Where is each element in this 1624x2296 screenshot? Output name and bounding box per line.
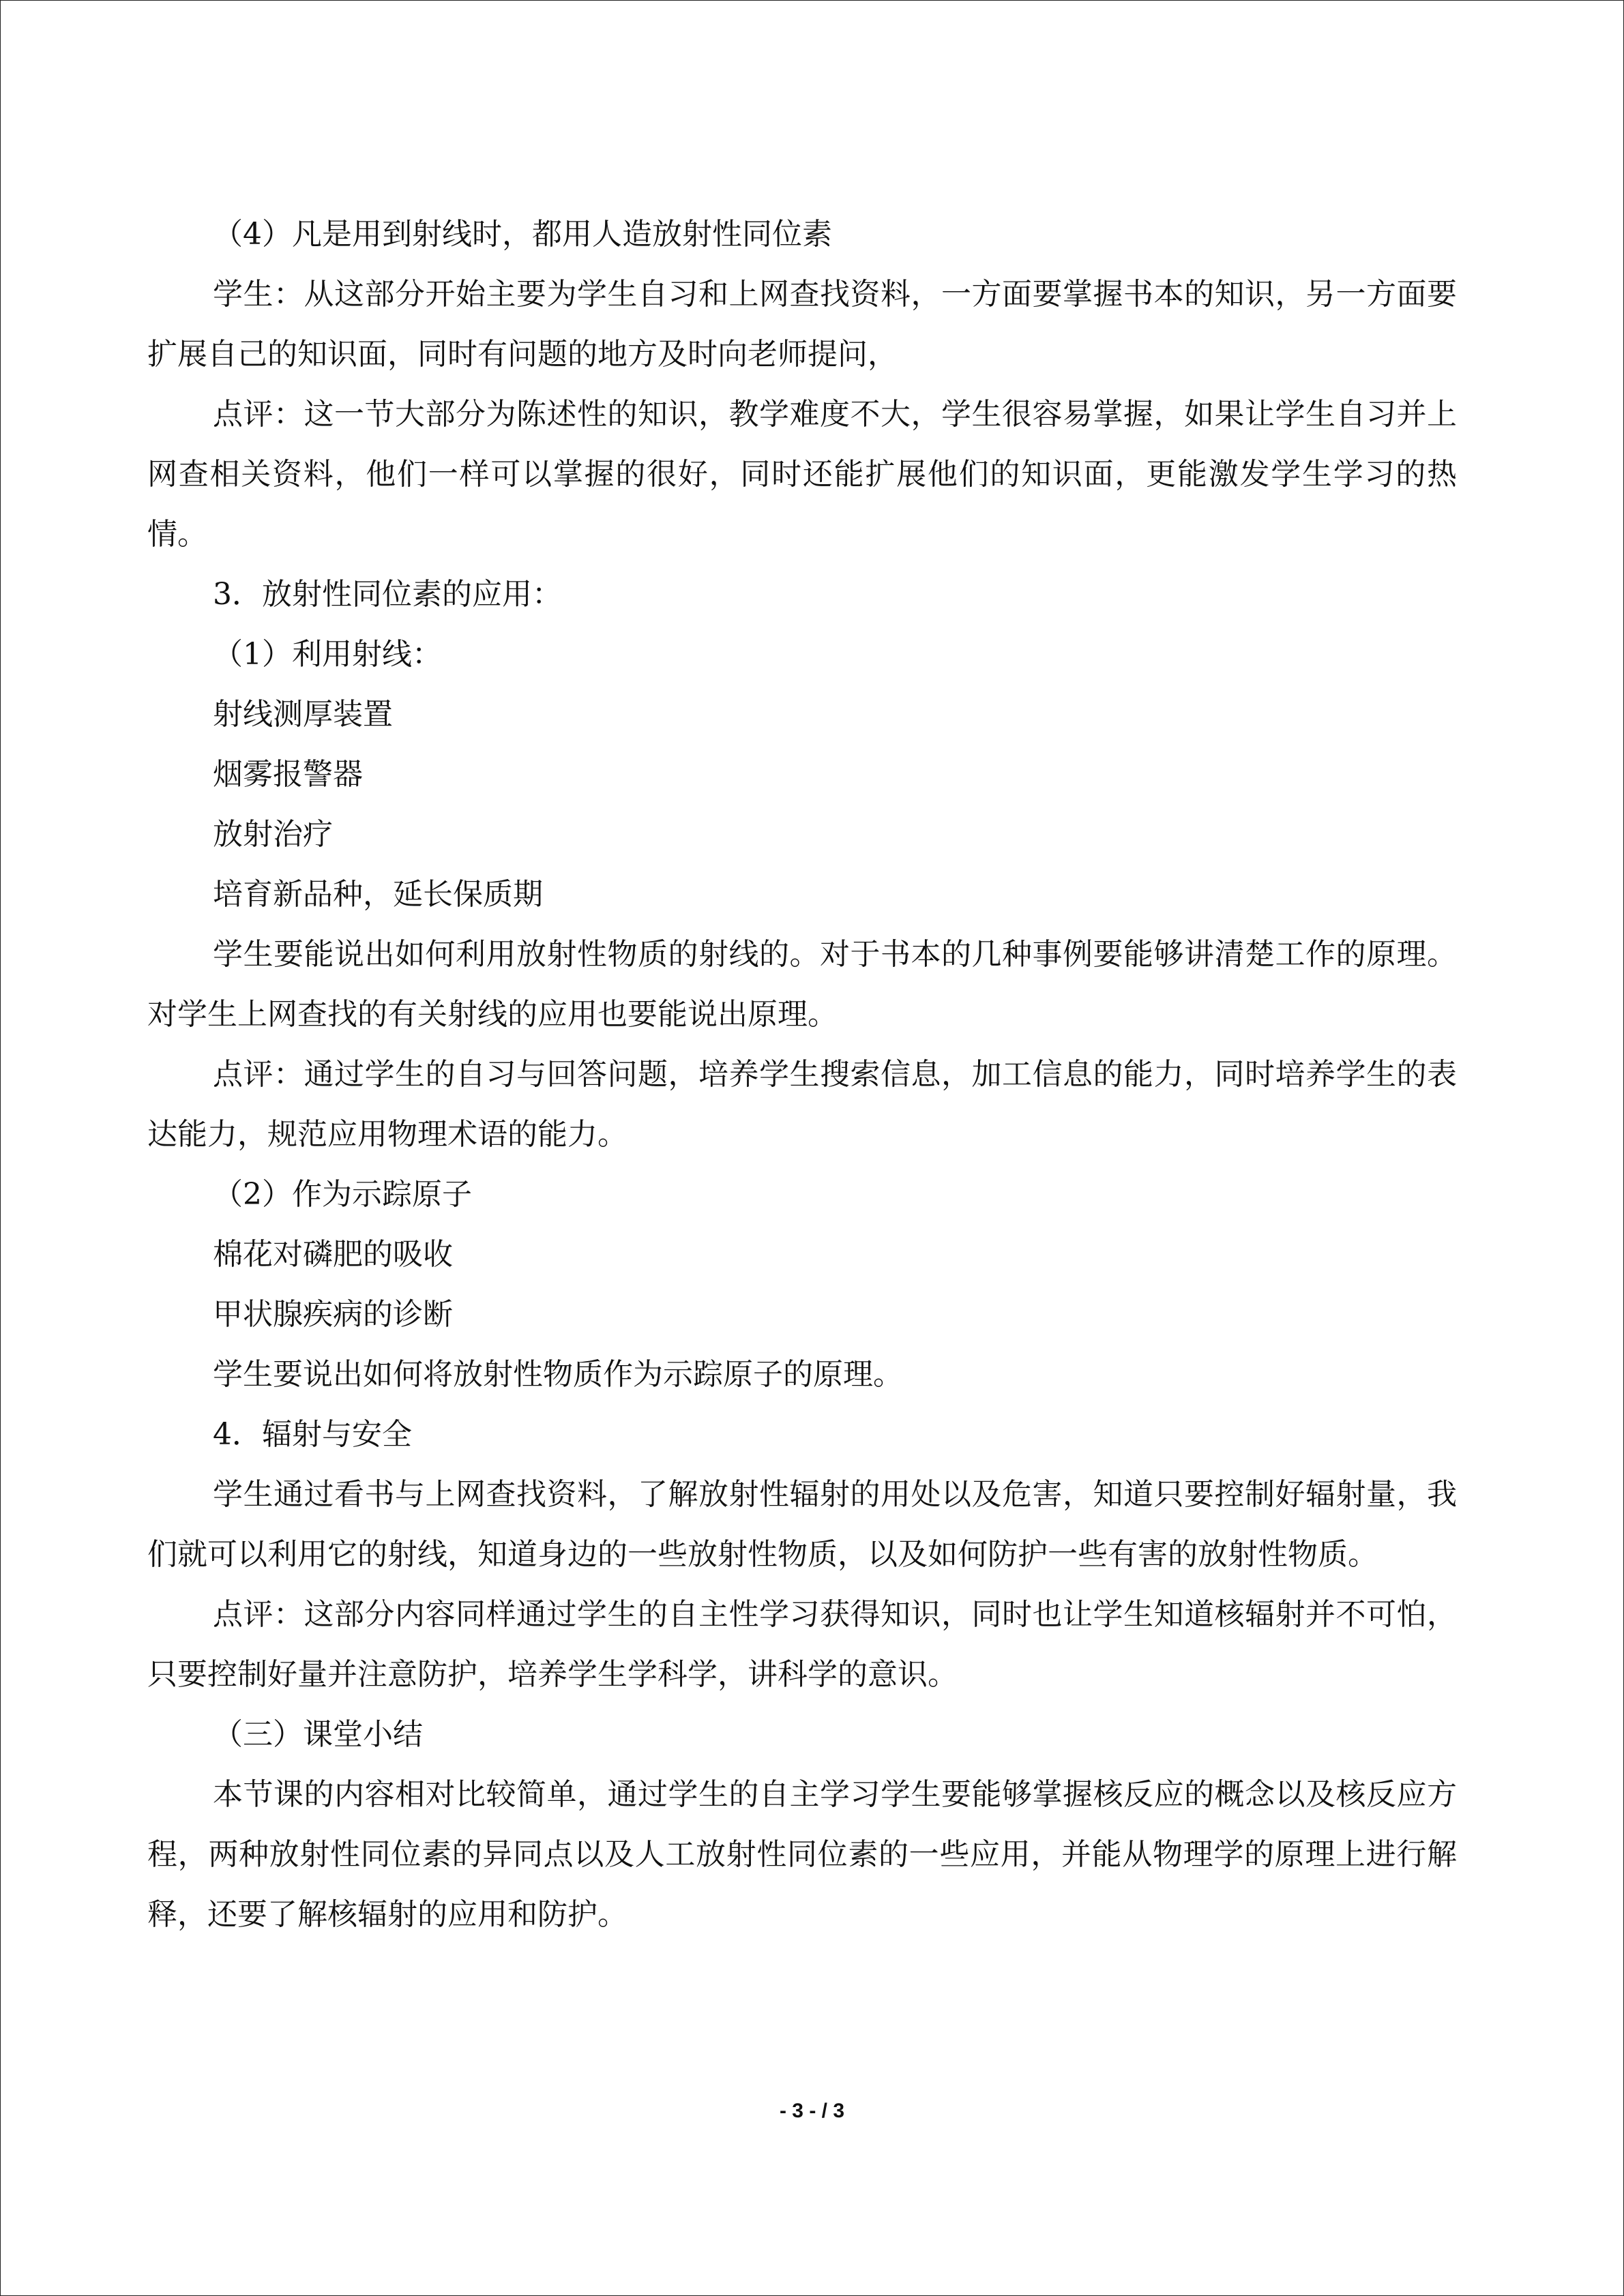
paragraph-comment-descriptive-knowledge: 点评：这一节大部分为陈述性的知识，教学难度不大，学生很容易掌握，如果让学生自习并上网查相关资料，他们一样可以掌握的很好，同时还能扩展他们的知识面，更能激发学生学习的热情。 bbox=[147, 397, 1457, 552]
page-number: - 3 - / 3 bbox=[779, 2100, 845, 2122]
document-body bbox=[147, 205, 1457, 1945]
subheading-tracer-atoms: （2）作为示踪原子 bbox=[213, 1177, 472, 1212]
paragraph-comment-radiation-safety: 点评：这部分内容同样通过学生的自主性学习获得知识，同时也让学生知道核辐射并不可怕，只要控制好量并注意防护，培养学生学科学，讲科学的意识。 bbox=[147, 1597, 1457, 1692]
list-item-thickness-gauge: 射线测厚装置 bbox=[213, 697, 393, 732]
paragraph-student-explain-radiation: 学生要能说出如何利用放射性物质的射线的。对于书本的几种事例要能够讲清楚工作的原理。对学生上网查找的有关射线的应用也要能说出原理。 bbox=[147, 937, 1457, 1032]
list-item-breeding-preservation: 培育新品种，延长保质期 bbox=[213, 877, 543, 912]
list-item-thyroid-diagnosis: 甲状腺疾病的诊断 bbox=[213, 1297, 453, 1332]
list-item-radiotherapy: 放射治疗 bbox=[213, 817, 333, 852]
paragraph-item4-artificial-isotope: （4）凡是用到射线时，都用人造放射性同位素 bbox=[213, 217, 832, 252]
paragraph-student-self-study: 学生：从这部分开始主要为学生自习和上网查找资料，一方面要掌握书本的知识，另一方面要扩展自己的知识面，同时有问题的地方及时向老师提问， bbox=[147, 277, 1457, 372]
paragraph-student-radiation-safety: 学生通过看书与上网查找资料，了解放射性辐射的用处以及危害，知道只要控制好辐射量，我们就可以利用它的射线，知道身边的一些放射性物质，以及如何防护一些有害的放射性物质。 bbox=[147, 1477, 1457, 1572]
paragraph-class-summary: 本节课的内容相对比较简单，通过学生的自主学习学生要能够掌握核反应的概念以及核反应方程，两种放射性同位素的异同点以及人工放射性同位素的一些应用，并能从物理学的原理上进行解释，还要了解核辐射的应用和防护。 bbox=[147, 1777, 1457, 1932]
list-item-smoke-alarm: 烟雾报警器 bbox=[213, 757, 363, 792]
section-heading-radiation-safety: 4．辐射与安全 bbox=[213, 1417, 412, 1452]
subheading-use-radiation: （1）利用射线： bbox=[213, 637, 442, 672]
section-heading-applications: 3．放射性同位素的应用： bbox=[213, 577, 562, 612]
section-heading-class-summary: （三）课堂小结 bbox=[213, 1717, 423, 1752]
list-item-cotton-phosphate: 棉花对磷肥的吸收 bbox=[213, 1237, 453, 1272]
paragraph-comment-self-study: 点评：通过学生的自习与回答问题，培养学生搜索信息，加工信息的能力，同时培养学生的表达能力，规范应用物理术语的能力。 bbox=[147, 1057, 1457, 1152]
paragraph-student-tracer-principle: 学生要说出如何将放射性物质作为示踪原子的原理。 bbox=[213, 1357, 903, 1392]
